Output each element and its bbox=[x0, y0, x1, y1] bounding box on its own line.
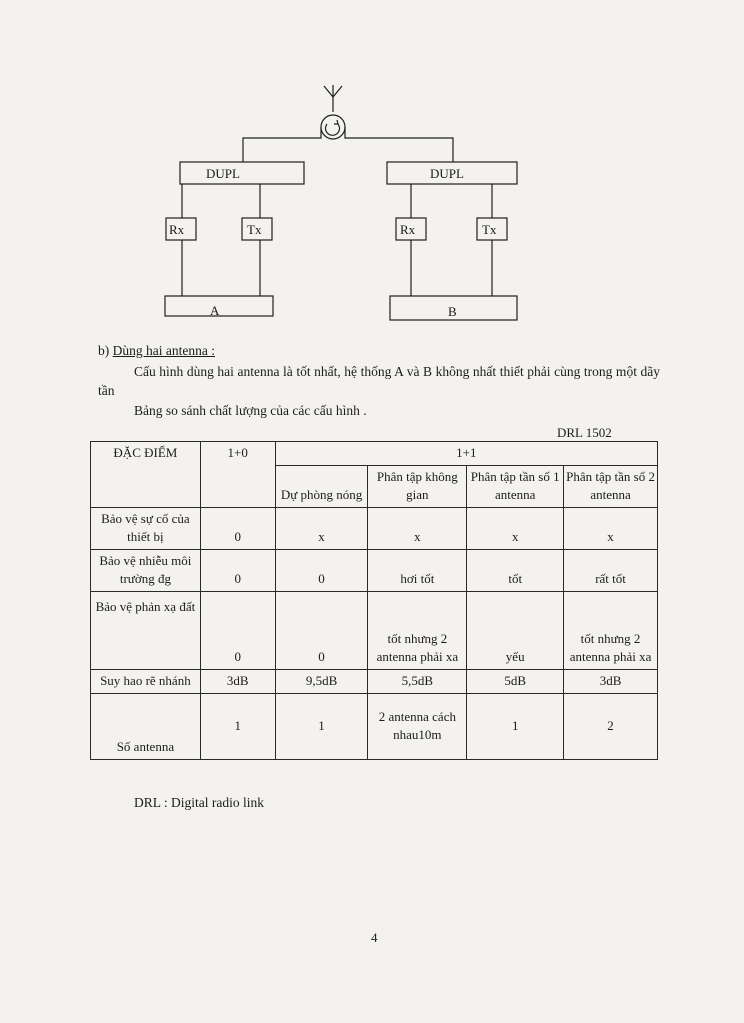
right-rx-label: Rx bbox=[400, 222, 416, 237]
table-cell: 0 bbox=[200, 592, 275, 670]
table-row bbox=[91, 670, 658, 694]
table-cell: 0 bbox=[200, 550, 275, 592]
section-title: Dùng hai antenna : bbox=[112, 343, 215, 358]
left-feed-line bbox=[243, 127, 321, 162]
table-cell: 5dB bbox=[467, 670, 564, 694]
header-feature: ĐẶC ĐIỂM bbox=[91, 442, 201, 508]
table-cell: x bbox=[368, 508, 467, 550]
duplexer-block-diagram bbox=[0, 0, 744, 330]
table-cell: rất tốt bbox=[564, 550, 658, 592]
table-cell: x bbox=[467, 508, 564, 550]
footnote: DRL : Digital radio link bbox=[134, 795, 264, 810]
antenna-right-arm bbox=[333, 86, 342, 97]
table-cell: 3dB bbox=[200, 670, 275, 694]
right-tx-label: Tx bbox=[482, 222, 497, 237]
table-cell: 5,5dB bbox=[368, 670, 467, 694]
comparison-table bbox=[90, 441, 658, 760]
header-1-0: 1+0 bbox=[200, 442, 275, 508]
table-cell: tốt bbox=[467, 550, 564, 592]
table-cell: hơi tốt bbox=[368, 550, 467, 592]
table-row bbox=[91, 694, 658, 760]
table-cell: x bbox=[275, 508, 368, 550]
table-cell: yếu bbox=[467, 592, 564, 670]
model-code: DRL 1502 bbox=[557, 425, 612, 440]
row-label: Suy hao rẽ nhánh bbox=[91, 670, 201, 694]
left-rx-label: Rx bbox=[169, 222, 185, 237]
header-1-1: 1+1 bbox=[275, 442, 657, 466]
left-duplexer-box bbox=[180, 162, 304, 184]
row-label: Số antenna bbox=[91, 694, 201, 760]
table-cell: 0 bbox=[200, 508, 275, 550]
compare-intro: Bảng so sánh chất lượng của các cấu hình . bbox=[134, 403, 367, 418]
table-header-row bbox=[91, 442, 658, 466]
subheader-space-diversity: Phân tập không gian bbox=[368, 466, 467, 508]
row-label: Bảo vệ sự cố của thiết bị bbox=[91, 508, 201, 550]
right-feed-line bbox=[345, 127, 453, 162]
subheader-freq-diversity-2: Phân tập tần số 2 antenna bbox=[564, 466, 658, 508]
table-cell: 2 bbox=[564, 694, 658, 760]
table-cell: 3dB bbox=[564, 670, 658, 694]
system-b-label: B bbox=[448, 304, 457, 319]
circulator-arrow bbox=[326, 124, 340, 135]
table-cell: 9,5dB bbox=[275, 670, 368, 694]
table-cell: 2 antenna cách nhau10m bbox=[368, 694, 467, 760]
table-cell: 1 bbox=[467, 694, 564, 760]
system-a-label: A bbox=[210, 303, 220, 318]
table-cell: 1 bbox=[275, 694, 368, 760]
section-prefix: b) bbox=[98, 343, 110, 358]
table-cell: tốt nhưng 2 antenna phải xa bbox=[368, 592, 467, 670]
page-number: 4 bbox=[371, 930, 378, 945]
section-paragraph: Cấu hình dùng hai antenna là tốt nhất, hệ thống A và B không nhất thiết phải cùng trong một dãy tần bbox=[98, 364, 660, 398]
row-label: Bảo vệ phản xạ đất bbox=[91, 592, 201, 670]
section-heading bbox=[98, 343, 215, 359]
table-cell: x bbox=[564, 508, 658, 550]
antenna-left-arm bbox=[324, 86, 333, 97]
table-cell: tốt nhưng 2 antenna phải xa bbox=[564, 592, 658, 670]
table-row bbox=[91, 550, 658, 592]
subheader-hot-standby: Dự phòng nóng bbox=[275, 466, 368, 508]
table-cell: 0 bbox=[275, 550, 368, 592]
subheader-freq-diversity-1: Phân tập tần số 1 antenna bbox=[467, 466, 564, 508]
row-label: Bảo vệ nhiễu môi trường đg bbox=[91, 550, 201, 592]
left-tx-label: Tx bbox=[247, 222, 262, 237]
left-duplexer-label: DUPL bbox=[206, 166, 240, 181]
right-duplexer-label: DUPL bbox=[430, 166, 464, 181]
table-cell: 0 bbox=[275, 592, 368, 670]
table-cell: 1 bbox=[200, 694, 275, 760]
table-row bbox=[91, 508, 658, 550]
table-row bbox=[91, 592, 658, 670]
